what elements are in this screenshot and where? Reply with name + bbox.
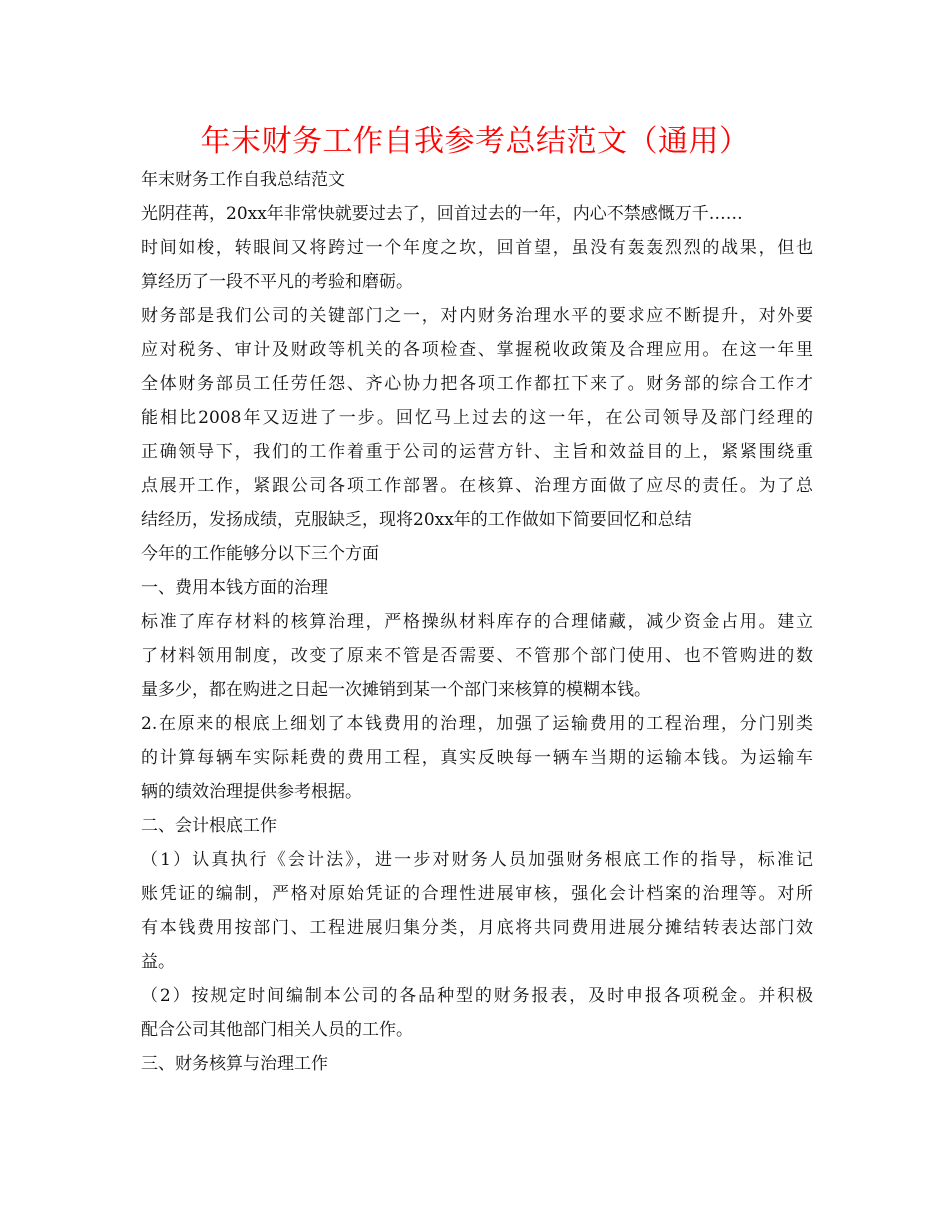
paragraph-line: 能相比2008年又迈进了一步。回忆马上过去的这一年，在公司领导及部门经理的 (141, 408, 813, 428)
paragraph-line: 算经历了一段不平凡的考验和磨砺。 (141, 272, 413, 292)
paragraph-line: 账凭证的编制，严格对原始凭证的合理性进展审核，强化会计档案的治理等。对所 (141, 884, 813, 904)
paragraph-line: 点展开工作，紧跟公司各项工作部署。在核算、治理方面做了应尽的责任。为了总 (141, 476, 813, 496)
paragraph-line: 的计算每辆车实际耗费的费用工程，真实反映每一辆车当期的运输本钱。为运输车 (141, 748, 813, 768)
paragraph-line: 标准了库存材料的核算治理，严格操纵材料库存的合理储藏，减少资金占用。建立 (141, 612, 813, 632)
paragraph-line: 今年的工作能够分以下三个方面 (141, 544, 379, 564)
paragraph-line: 了材料领用制度，改变了原来不管是否需要、不管那个部门使用、也不管购进的数 (141, 646, 813, 666)
paragraph-line: 正确领导下，我们的工作着重于公司的运营方针、主旨和效益目的上，紧紧围绕重 (141, 442, 813, 462)
section-heading: 三、财务核算与治理工作 (141, 1054, 328, 1074)
paragraph-line: 财务部是我们公司的关键部门之一，对内财务治理水平的要求应不断提升，对外要 (141, 306, 813, 326)
paragraph-line: 益。 (141, 952, 175, 972)
paragraph-line: 时间如梭，转眼间又将跨过一个年度之坎，回首望，虽没有轰轰烈烈的战果，但也 (141, 238, 813, 258)
paragraph-line: 辆的绩效治理提供参考根据。 (141, 782, 362, 802)
document-title: 年末财务工作自我参考总结范文（通用） (200, 124, 750, 159)
paragraph-line: 量多少，都在购进之日起一次摊销到某一个部门来核算的模糊本钱。 (141, 680, 651, 700)
section-heading: 二、会计根底工作 (141, 816, 277, 836)
paragraph-line: 结经历，发扬成绩，克服缺乏，现将20xx年的工作做如下简要回忆和总结 (141, 510, 692, 530)
paragraph-line: 配合公司其他部门相关人员的工作。 (141, 1020, 413, 1040)
paragraph-line: （1）认真执行《会计法》，进一步对财务人员加强财务根底工作的指导，标准记 (141, 850, 813, 870)
paragraph-line: 有本钱费用按部门、工程进展归集分类，月底将共同费用进展分摊结转表达部门效 (141, 918, 813, 938)
paragraph-line: 光阴荏苒，20xx年非常快就要过去了，回首过去的一年，内心不禁感慨万千…… (141, 204, 743, 224)
document-body (141, 163, 813, 1081)
section-heading: 一、费用本钱方面的治理 (141, 578, 328, 598)
paragraph-line: 应对税务、审计及财政等机关的各项检查、掌握税收政策及合理应用。在这一年里 (141, 340, 813, 360)
subtitle-line: 年末财务工作自我总结范文 (141, 170, 345, 190)
paragraph-line: 全体财务部员工任劳任怨、齐心协力把各项工作都扛下来了。财务部的综合工作才 (141, 374, 813, 394)
paragraph-line: 2.在原来的根底上细划了本钱费用的治理，加强了运输费用的工程治理，分门别类 (141, 714, 813, 734)
paragraph-line: （2）按规定时间编制本公司的各品种型的财务报表，及时申报各项税金。并积极 (141, 986, 813, 1006)
